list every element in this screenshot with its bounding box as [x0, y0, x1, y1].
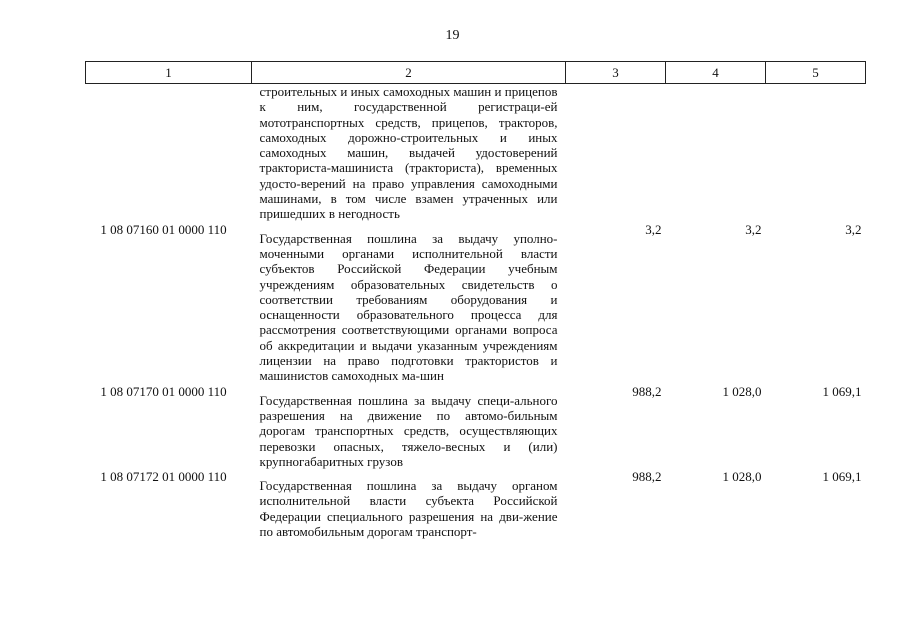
row-value-5 [766, 84, 866, 222]
row-description: строительных и иных самоходных машин и прицепов к ним, государственной регистраци-ей мототранспортных средств, прицепов, тракторов, самоходных дорожно-строительных и иных самоходных машин, выдачей удостоверений тракториста-машиниста (тракториста), временных удосто-верений на право управления самоходными машинами, в том числе взамен утраченных или пришедших в негодность [259, 84, 558, 222]
row-code: 1 08 07172 01 0000 110 [100, 469, 227, 485]
row-value-4: 1 028,0 [722, 383, 762, 399]
table-row-continuation [86, 84, 866, 222]
column-header-5: 5 [766, 62, 866, 84]
row-value-4: 1 028,0 [722, 469, 762, 485]
row-value-3: 3,2 [645, 221, 662, 237]
column-header-1: 1 [86, 62, 252, 84]
row-value-5: 3,2 [845, 221, 862, 237]
table-row [86, 469, 866, 539]
budget-table [85, 61, 866, 539]
row-value-3 [566, 84, 666, 222]
row-value-5: 1 069,1 [822, 383, 862, 399]
row-description: Государственная пошлина за выдачу специ-ального разрешения на движение по автомо-бильным дорогам транспортных средств, осуществляющих перевозки опасных, тяжело-весных и (или) крупногабаритных грузов [259, 392, 558, 469]
row-code: 1 08 07170 01 0000 110 [100, 383, 227, 399]
column-header-2: 2 [252, 62, 566, 84]
row-value-3: 988,2 [632, 383, 662, 399]
row-description: Государственная пошлина за выдачу уполно-моченными органами исполнительной власти субъектов Российской Федерации учебным учреждениям образовательных свидетельств о соответствии требованиям оборудования и оснащенности образовательного процесса для рассмотрения соответствующими органами вопроса об аккредитации и выдачи указанным учреждениям лицензии на право подготовки трактористов и машинистов самоходных ма-шин [259, 230, 558, 384]
row-value-4 [666, 84, 766, 222]
column-header-3: 3 [566, 62, 666, 84]
table-row [86, 384, 866, 469]
table-header-row [86, 62, 866, 84]
row-value-5: 1 069,1 [822, 469, 862, 485]
column-header-4: 4 [666, 62, 766, 84]
row-code: 1 08 07160 01 0000 110 [100, 221, 227, 237]
row-description: Государственная пошлина за выдачу органом исполнительной власти субъекта Российской Федерации специального разрешения на дви-жение по автомобильным дорогам транспорт- [259, 478, 558, 540]
table-row [86, 222, 866, 384]
row-value-3: 988,2 [632, 469, 662, 485]
row-code [86, 84, 252, 222]
page-number: 19 [445, 28, 460, 43]
row-value-4: 3,2 [745, 221, 762, 237]
